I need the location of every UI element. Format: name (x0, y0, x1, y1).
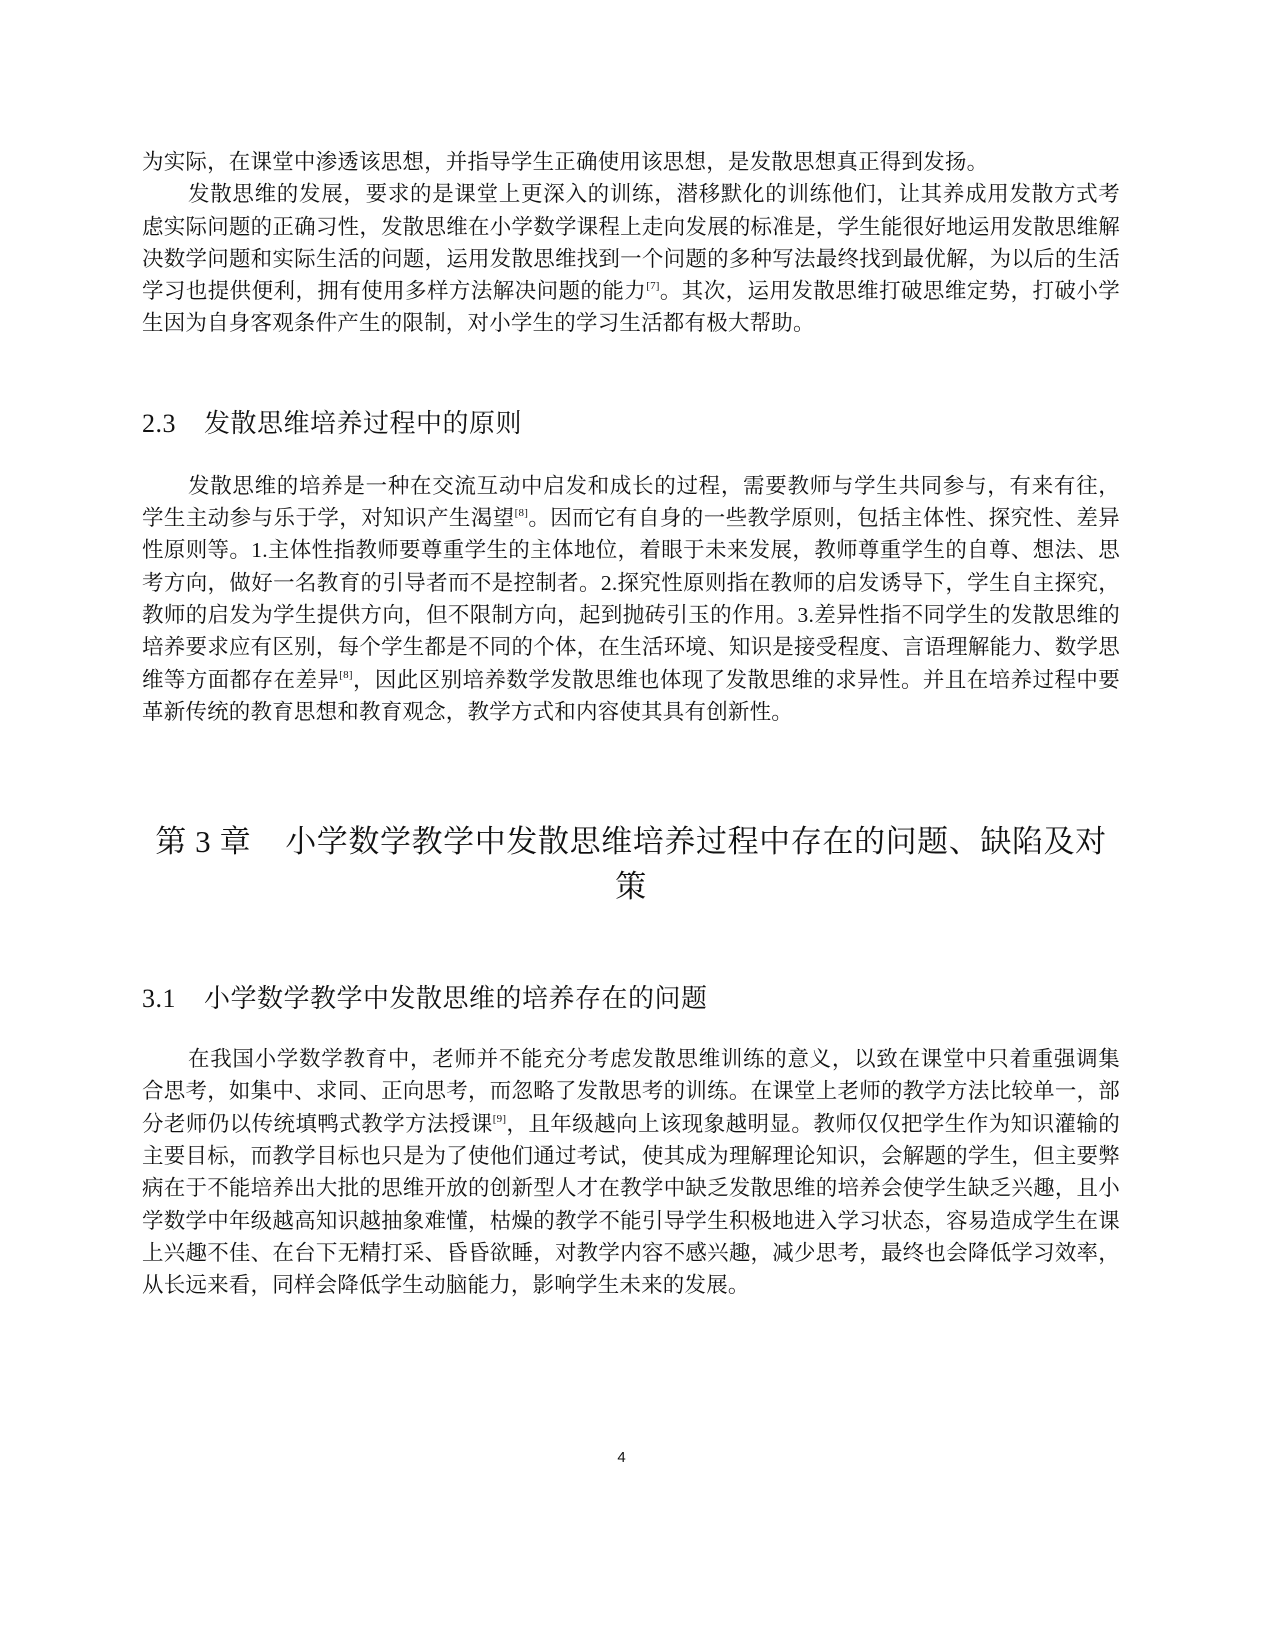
paragraph-section-2-3 (142, 470, 1120, 728)
paragraph-text-part: 发散思维的培养是一种在交流互动中启发和成长的过程，需要教师与学生共同参与，有来有往，学生主动参与乐于学，对知识产生渴望 (142, 473, 1120, 531)
paragraph-text-part: 。因而它有自身的一些教学原则，包括主体性、探究性、差异性原则等。1.主体性指教师要尊重学生的主体地位，着眼于未来发展，教师尊重学生的自尊、想法、思考方向，做好一名教育的引导者而不是控制者。2.探究性原则指在教师的启发诱导下，学生自主探究，教师的启发为学生提供方向，但不限制方向，起到抛砖引玉的作用。3.差异性指不同学生的发散思维的培养要求应有区别，每个学生都是不同的个体，在生活环境、知识是接受程度、言语理解能力、数学思维等方面都存在差异 (142, 506, 1120, 692)
citation-ref-8[interactable]: [8] (514, 507, 529, 520)
chapter-number: 第 3 章 (155, 824, 252, 860)
paragraph-text-part: ，因此区别培养数学发散思维也体现了发散思维的求异性。并且在培养过程中要革新传统的教育思想和教育观念，教学方式和内容使其具有创新性。 (142, 667, 1120, 724)
paragraph-text (142, 1043, 1120, 1301)
continuation-text: 为实际，在课堂中渗透该思想，并指导学生正确使用该思想，是发散思想真正得到发扬。 (142, 150, 989, 174)
paragraph-section-3-1 (142, 1043, 1120, 1301)
paragraph-text-part: ，且年级越向上该现象越明显。教师仅仅把学生作为知识灌输的主要目标，而教学目标也只是为了使他们通过考试，使其成为理解理论知识，会解题的学生，但主要弊病在于不能培养出大批的思维开放的创新型人才在教学中缺乏发散思维的培养会使学生缺乏兴趣，且小学数学中年级越高知识越抽象难懂，枯燥的教学不能引导学生积极地进入学习状态，容易造成学生在课上兴趣不佳、在台下无精打采、昏昏欲睡，对教学内容不感兴趣，减少思考，最终也会降低学习效率，从长远来看，同样会降低学生动脑能力，影响学生未来的发展。 (142, 1111, 1120, 1298)
paragraph-divergent-development (142, 178, 1120, 339)
chapter-heading-3 (142, 816, 1120, 906)
paragraph-text-part: 。其次，运用发散思维打破思维定势，打破小学生因为自身客观条件产生的限制，对小学生的学习生活都有极大帮助。 (142, 279, 1120, 336)
section-heading-2-3 (142, 403, 1120, 440)
section-title: 发散思维培养过程中的原则 (204, 408, 523, 438)
section-number: 3.1 (142, 984, 176, 1014)
paragraph-text-part: 在我国小学数学教育中，老师并不能充分考虑发散思维训练的意义，以致在课堂中只着重强调集合思考，如集中、求同、正向思考，而忽略了发散思考的训练。在课堂上老师的教学方法比较单一，部分老师仍以传统填鸭式教学方法授课 (142, 1047, 1120, 1136)
paragraph-text (142, 178, 1120, 339)
continuation-paragraph (142, 146, 1120, 178)
citation-ref-9[interactable]: [9] (492, 1112, 507, 1125)
paragraph-text (142, 470, 1120, 728)
citation-ref-8[interactable]: [8] (339, 668, 353, 681)
page-number: 4 (617, 1449, 626, 1466)
section-title: 小学数学教学中发散思维的培养存在的问题 (204, 984, 708, 1014)
citation-ref-7[interactable]: [7] (646, 280, 660, 293)
chapter-title: 小学数学教学中发散思维培养过程中存在的问题、缺陷及对策 (285, 824, 1107, 905)
document-page (142, 146, 1120, 1302)
section-number: 2.3 (142, 408, 176, 438)
section-heading-3-1 (142, 978, 1120, 1015)
paragraph-text-part: 发散思维的发展，要求的是课堂上更深入的训练，潜移默化的训练他们，让其养成用发散方式考虑实际问题的正确习性，发散思维在小学数学课程上走向发展的标准是，学生能很好地运用发散思维解决数学问题和实际生活的问题，运用发散思维找到一个问题的多种写法最终找到最优解，为以后的生活学习也提供便利，拥有使用多样方法解决问题的能力 (142, 182, 1120, 304)
